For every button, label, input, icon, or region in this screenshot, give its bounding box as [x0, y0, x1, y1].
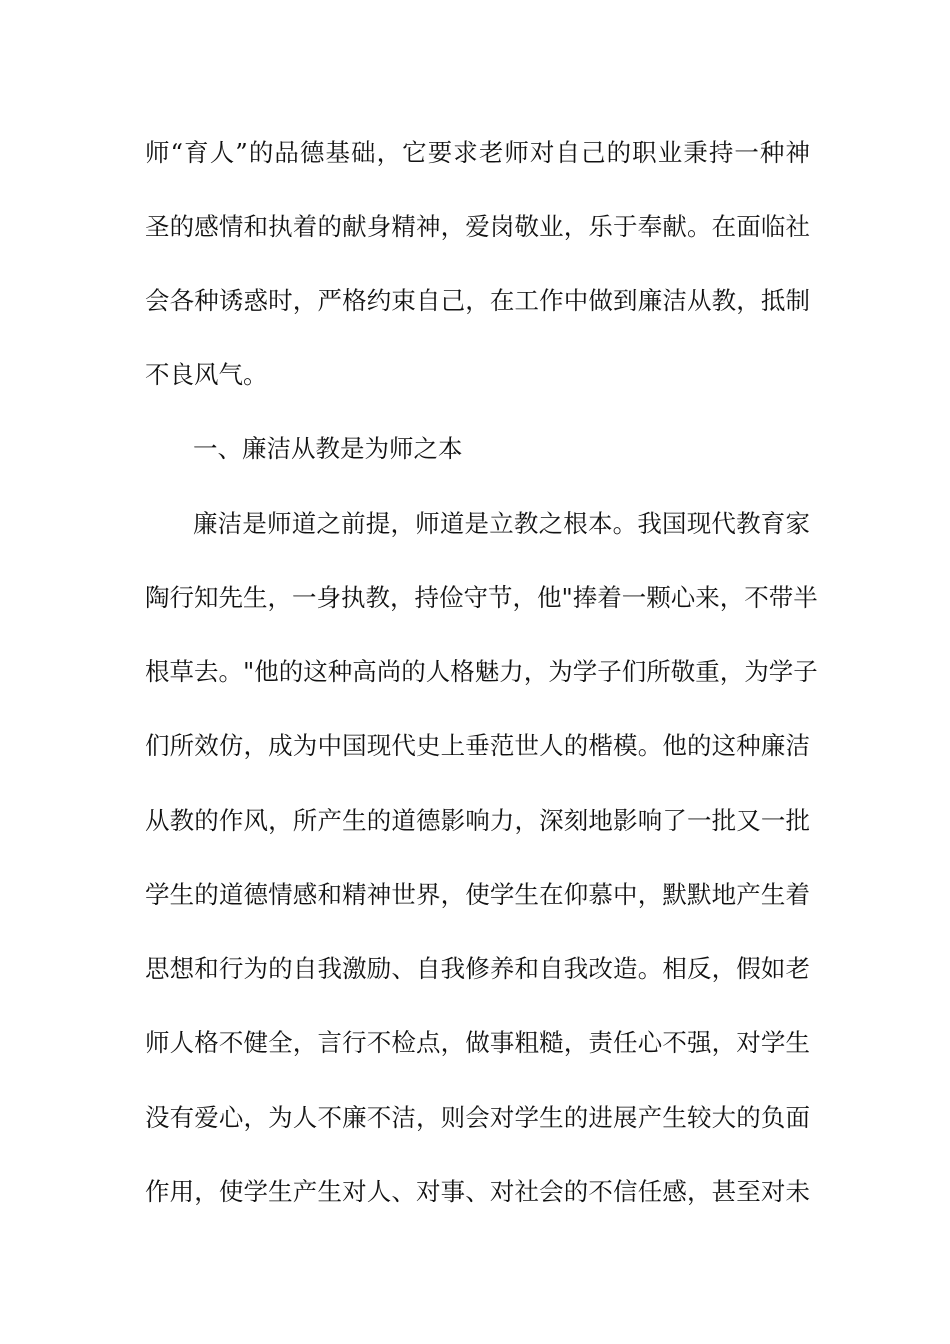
- paragraph-line: 不良风气。: [145, 360, 268, 389]
- paragraph-line: 师人格不健全，言行不检点，做事粗糙，责任心不强，对学生: [145, 1028, 810, 1057]
- paragraph-line: 师“育人”的品德基础，它要求老师对自己的职业秉持一种神: [145, 138, 810, 167]
- paragraph-line: 学生的道德情感和精神世界，使学生在仰慕中，默默地产生着: [145, 880, 810, 909]
- paragraph-line: 廉洁是师道之前提，师道是立教之根本。我国现代教育家: [193, 509, 810, 538]
- paragraph-line: 思想和行为的自我激励、自我修养和自我改造。相反，假如老: [145, 954, 810, 983]
- paragraph-line: 没有爱心，为人不廉不洁，则会对学生的进展产生较大的负面: [145, 1103, 810, 1132]
- paragraph-line: 作用，使学生产生对人、对事、对社会的不信任感，甚至对未: [145, 1177, 810, 1206]
- paragraph-line: 们所效仿，成为中国现代史上垂范世人的楷模。他的这种廉洁: [145, 731, 810, 760]
- paragraph-line: 陶行知先生，一身执教，持俭守节，他"捧着一颗心来，不带半: [145, 583, 818, 612]
- paragraph-line: 根草去。"他的这种高尚的人格魅力，为学子们所敬重，为学子: [145, 657, 818, 686]
- paragraph-line: 从教的作风，所产生的道德影响力，深刻地影响了一批又一批: [145, 806, 810, 835]
- section-heading: 一、廉洁从教是为师之本: [193, 434, 463, 463]
- paragraph-line: 圣的感情和执着的献身精神，爱岗敬业，乐于奉献。在面临社: [145, 212, 810, 241]
- paragraph-line: 会各种诱惑时，严格约束自己，在工作中做到廉洁从教，抵制: [145, 286, 810, 315]
